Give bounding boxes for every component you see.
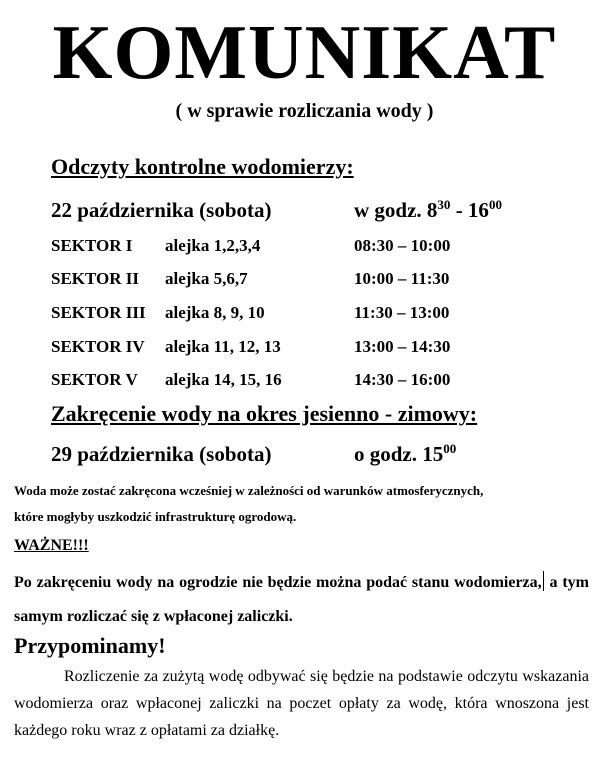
sector-time: 14:30 – 16:00	[354, 370, 451, 389]
sector-alleys: alejka 8, 9, 10	[165, 303, 265, 322]
sector-time: 11:30 – 13:00	[354, 303, 450, 322]
sector-alleys: alejka 14, 15, 16	[165, 370, 282, 389]
note-line-2: które mogłyby uszkodzić infrastrukturę ogrodową.	[14, 509, 297, 524]
reminder-text: Rozliczenie za zużytą wodę odbywać się będzie na podstawie odczytu wskazania wodomierza oraz wpłaconej zaliczki na poczet opłaty za wodę, która wnoszona jest każdego roku wraz z opłatami za działkę.	[14, 668, 589, 739]
notice-title: KOMUNIKAT	[52, 9, 557, 95]
sector-time: 13:00 – 14:30	[354, 337, 451, 356]
sector-alleys: alejka 11, 12, 13	[165, 337, 281, 356]
important-label: WAŻNE!!!	[14, 537, 89, 554]
sector-name: SEKTOR IV	[51, 337, 145, 356]
readings-hours: w godz. $8^{30} - 16^{00}$	[354, 197, 502, 222]
sector-alleys: alejka 1,2,3,4	[165, 236, 261, 255]
readings-date: 22 października (sobota)	[51, 198, 272, 222]
sector-time: 08:30 – 10:00	[354, 236, 451, 255]
shutoff-date: 29 października (sobota)	[51, 442, 272, 466]
readings-heading: Odczyty kontrolne wodomierzy:	[51, 154, 354, 179]
sector-name: SEKTOR I	[51, 236, 133, 255]
sector-name: SEKTOR II	[51, 269, 140, 288]
sector-name: SEKTOR V	[51, 370, 138, 389]
text-cursor	[543, 571, 544, 591]
shutoff-time: o godz. $15^{00}$	[354, 441, 457, 466]
sector-alleys: alejka 5,6,7	[165, 269, 248, 288]
important-text: Po zakręceniu wody na ogrodzie nie będzie można podać stanu wodomierza, a tym samym rozliczać się z wpłaconej zaliczki.	[14, 566, 589, 634]
note-line-1: Woda może zostać zakręcona wcześniej w zależności od warunków atmosferycznych,	[14, 483, 484, 498]
shutoff-heading: Zakręcenie wody na okres jesienno - zimowy:	[51, 401, 478, 426]
reminder-heading: Przypominamy!	[14, 633, 166, 658]
notice-subtitle: ( w sprawie rozliczania wody )	[175, 100, 434, 122]
sector-name: SEKTOR III	[51, 303, 146, 322]
sector-time: 10:00 – 11:30	[354, 269, 450, 288]
